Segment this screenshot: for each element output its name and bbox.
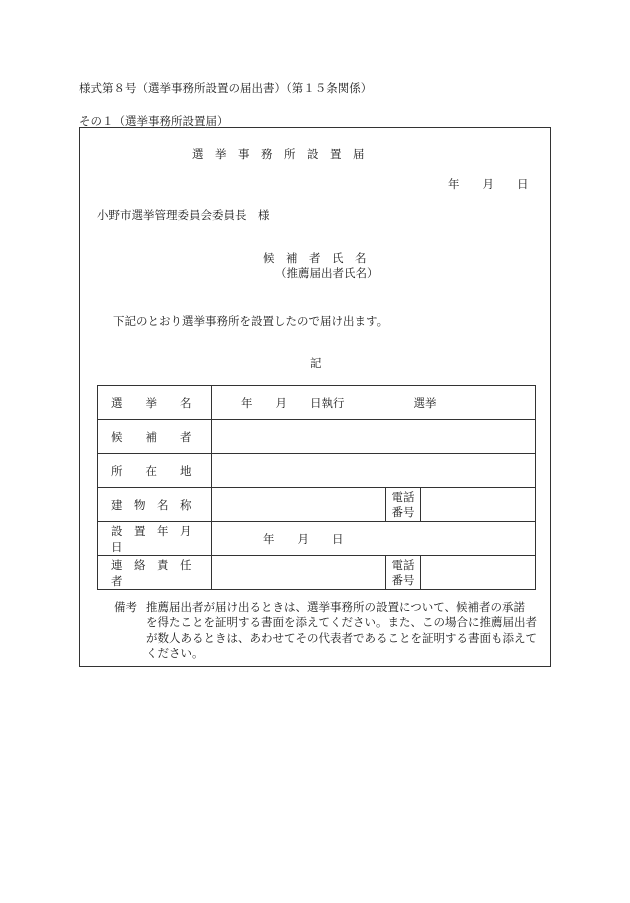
- table-row: [98, 454, 536, 488]
- table-row: [98, 556, 536, 590]
- location-cell[interactable]: [212, 454, 536, 488]
- table-row: [98, 386, 536, 420]
- remarks-line: ください。: [146, 646, 204, 660]
- remarks-line: 推薦届出者が届け出るときは、選挙事務所の設置について、候補者の承諾: [146, 600, 526, 614]
- building-name-cell[interactable]: [212, 488, 386, 522]
- date-line: 年 月 日: [448, 177, 529, 191]
- row-label: 設 置 年 月 日: [111, 523, 203, 554]
- form-number: 様式第８号（選挙事務所設置の届出書）（第１５条関係）: [79, 81, 373, 95]
- table-row: [98, 488, 536, 522]
- remarks-line: を得たことを証明する書面を添えてください。また、この場合に推薦届出者: [146, 615, 537, 629]
- row-label: 候 補 者: [111, 429, 192, 444]
- recommender-name-label: （推薦届出者氏名）: [275, 266, 379, 280]
- row-label: 選 挙 名: [111, 395, 192, 410]
- table-row: [98, 420, 536, 454]
- building-phone-cell[interactable]: [421, 488, 536, 522]
- candidate-cell[interactable]: [212, 420, 536, 454]
- contact-person-cell[interactable]: [212, 556, 386, 590]
- details-table: [97, 385, 536, 590]
- row-label: 建 物 名 称: [111, 497, 192, 512]
- row-label: 所 在 地: [111, 463, 192, 478]
- contact-phone-cell[interactable]: [421, 556, 536, 590]
- election-name-value: 年 月 日執行 選挙: [241, 395, 437, 410]
- addressee: 小野市選挙管理委員会委員長 様: [97, 208, 270, 222]
- election-name-cell[interactable]: [212, 386, 536, 420]
- row-label-cell: [98, 556, 212, 590]
- row-label-cell: [98, 420, 212, 454]
- form-subtitle: その１（選挙事務所設置届）: [79, 114, 229, 128]
- setup-date-cell[interactable]: [212, 522, 536, 556]
- statement: 下記のとおり選挙事務所を設置したので届け出ます。: [113, 314, 389, 328]
- form-title: 選 挙 事 務 所 設 置 届: [192, 147, 365, 161]
- row-label-cell: [98, 454, 212, 488]
- row-label: 連 絡 責 任 者: [111, 557, 203, 588]
- candidate-name-label: 候 補 者 氏 名: [263, 251, 367, 265]
- remarks-label: 備考: [114, 600, 137, 614]
- row-label-cell: [98, 386, 212, 420]
- table-row: [98, 522, 536, 556]
- phone-label-cell: 電話 番号: [386, 488, 421, 522]
- ki-label: 記: [310, 356, 322, 370]
- phone-label-cell: 電話 番号: [386, 556, 421, 590]
- remarks-line: が数人あるときは、あわせてその代表者であることを証明する書面も添えて: [146, 631, 537, 645]
- row-label-cell: [98, 488, 212, 522]
- setup-date-value: 年 月 日: [263, 531, 344, 546]
- row-label-cell: [98, 522, 212, 556]
